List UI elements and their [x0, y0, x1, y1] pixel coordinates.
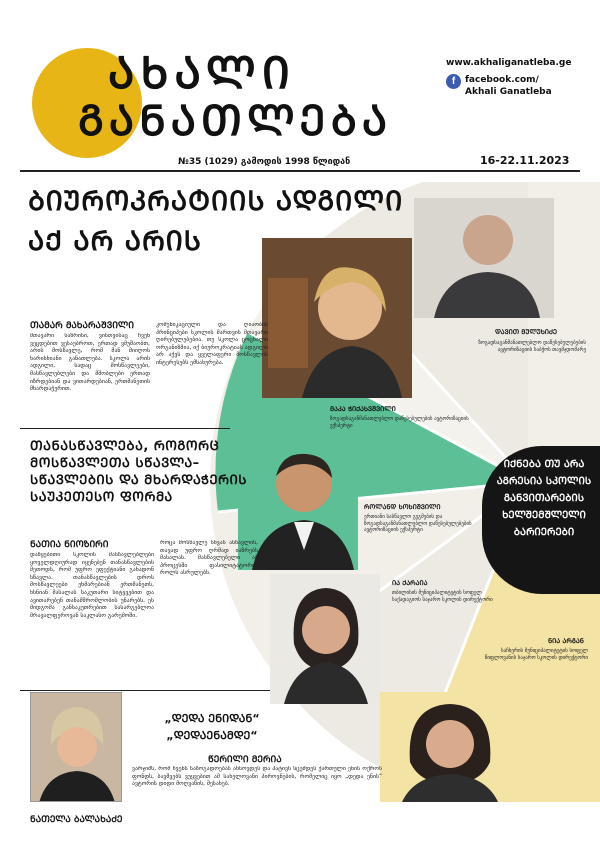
photo-natela [30, 692, 122, 802]
masthead-line-1: ᲐᲮᲐᲚᲘ [108, 48, 296, 99]
lead-headline: ᲑᲘᲣᲠᲝᲙᲠᲐᲢᲘᲘᲡ ᲐᲓᲒᲘᲚᲘ ᲐᲥ ᲐᲠ ᲐᲠᲘᲡ [28, 186, 404, 257]
lead-col-1: მთავარი საზრისი, ვისთვისაც ჩვენ ვეცდებით ვესაუბროთ, ერთად ვმუშაობთ, არის მოსწავლე, რომ მან მიიღოს ხარისხიანი განათლება. სკოლა არის ადგილი, სადაც მოსწავლეები, მასწავლებლები და მშობლები ერთად იზრდებიან და ვითარდებიან, ერთმანეთის მხარდაჭერით. [30, 333, 150, 393]
photo-davit [414, 198, 554, 318]
photo-nia [380, 692, 520, 802]
section-rule-3 [20, 690, 270, 691]
facebook-line-2: Akhali Ganatleba [465, 87, 552, 97]
masthead-rule [20, 170, 580, 172]
second-headline: ᲗᲐᲜᲐᲡᲬᲐᲕᲚᲔᲑᲐ, ᲠᲝᲒᲝᲠᲪ ᲛᲝᲡᲬᲐᲕᲚᲔᲗᲐ ᲡᲬᲐᲕᲚᲐ–ᲡᲬᲐᲕᲚᲔᲑᲘᲡ ᲓᲐ ᲛᲮᲐᲠᲓᲐᲭᲔᲠᲘᲡ ᲡᲐᲣᲙᲔᲗᲔᲡᲝ ᲤᲝᲠᲛᲐ [30, 439, 247, 505]
second-author: ᲜᲐᲗᲘᲐ ᲜᲘᲝᲖᲘᲠᲘ [30, 540, 109, 550]
photo-maka [262, 238, 412, 398]
website-link[interactable]: www.akhaliganatleba.ge [446, 58, 572, 68]
person-desc-5: საჩხერის მუნიციპალიტეტის სოფელ წიფლოვანის საჯარო სკოლის დირექტორი [484, 648, 588, 661]
second-col-2: როცა მოსწავლე სხვას ასწავლის, თავად უფრო ღრმად იაზრებს მასალას. მასწავლებელი ამ პროცესში ფასილიტატორის როლს ასრულებს. [160, 540, 258, 577]
person-desc-3: ერთიანი სასწავლო გეგმების და ზოგადსაგანმანათლებლო დაწესებულებების ავტორიზაციის ექსპერტი [364, 514, 472, 533]
person-name-4: ᲘᲐ ᲥᲐᲠᲐᲘᲐ [392, 579, 428, 587]
photo-ia [270, 574, 380, 704]
facebook-icon: f [446, 74, 461, 89]
issue-info: №35 (1029) გამოდის 1998 წლიდან [178, 157, 351, 167]
person-name-2: ᲛᲐᲙᲐ ᲭᲘᲥᲐᲮᲕᲨᲕᲘᲚᲘ [330, 405, 396, 413]
third-byline: ᲜᲐᲗᲔᲚᲐ ᲑᲐᲚᲐᲮᲐᲫᲔ [30, 815, 123, 825]
third-text: ვარჯიშს, რომ ჩვენს საზოგადოებას ახსოვდეს და პატივს სცემდეს ქართული ენის ოქროს ფონდს, ბავშვებს ვუყვებით ამ სახელოვანი პიროვნების, რომელიც იყო „დედა ენის“ ავტორის დიდი მოღვაწის, შესახებ. [132, 766, 382, 788]
person-desc-2: ზოგადსაგანმანათლებლო დაწესებულების ავტორიზაციის ექსპერტი [330, 416, 469, 429]
person-desc-4: თბილისის მუნიციპალიტეტის სოფელ საქადაგიოს საჯარო სკოლის დირექტორი [392, 590, 493, 603]
person-desc-1: ზოგადსაგანმანათლებლო დაწესებულებების ავტორიზაციის საბჭოს თავმჯდომარე [478, 340, 586, 353]
facebook-line-1: facebook.com/ [465, 75, 539, 85]
second-col-1: დაწყებითი სკოლის მასწავლებლები ყოველდღიურად იყენებენ თანასწავლების მეთოდს, რომ უფრო ეფექტიანი გახადონ სწავლა. თანასწავლების დროს მოსწავლეები ეხმარებიან ერთმანეთს, ხსნიან მასალას საკუთარი სიტყვებით და ავითარებენ თანამშრომლობის უნარებს. ეს მიდგომა განსაკუთრებით სასარგებლოა მრავალფეროვან საკლასო გარემოში. [30, 552, 154, 619]
facebook-text [465, 74, 552, 98]
issue-date: 16-22.11.2023 [480, 154, 570, 167]
lead-col-2: კომუნიკაციული და ღიაობის პრინციპები სკოლის მართვის მთავარი ღირებულებებია. თუ სკოლა ცოცხალი ორგანიზმია, იქ ბიუროკრატიას ადგილი არ აქვს და ყველაფერი მოსწავლის ინტერესებს ემსახურება. [156, 322, 268, 366]
section-rule-2 [20, 428, 230, 429]
person-name-5: ᲜᲘᲐ ᲐᲠᲒᲐᲜ [548, 637, 584, 645]
lead-author: ᲗᲐᲛᲐᲠ ᲛᲐᲮᲐᲠᲐᲨᲕᲘᲚᲘ [30, 321, 134, 331]
masthead-line-2: ᲒᲐᲜᲐᲗᲚᲔᲑᲐ [78, 96, 393, 145]
person-name-3: ᲠᲝᲚᲐᲜᲓ ᲮᲝᲮᲘᲨᲕᲘᲚᲘ [364, 503, 441, 511]
person-name-1: ᲓᲐᲕᲘᲗ ᲛᲣᲚᲣᲮᲘᲫᲔ [495, 328, 558, 336]
third-author: ᲬᲔᲠᲘᲚᲘ ᲛᲔᲠᲘᲐ [208, 755, 282, 765]
facebook-link[interactable] [446, 74, 552, 98]
third-headline: „ᲓᲔᲓᲐ ᲔᲜᲘᲓᲐᲜ“ „ᲓᲔᲓᲐᲔᲜᲐᲛᲓᲔ“ [164, 712, 260, 742]
callout-bubble: ᲘᲥᲜᲔᲑᲐ ᲗᲣ ᲐᲠᲐ ᲐᲒᲠᲔᲡᲘᲐ ᲡᲙᲝᲚᲘᲡ ᲒᲐᲜᲕᲘᲗᲐᲠᲔᲑᲘᲡ ᲮᲔᲚᲨᲔᲛᲨᲚᲔᲚᲘ ᲑᲐᲠᲘᲔᲠᲔᲑᲘ [482, 446, 600, 594]
